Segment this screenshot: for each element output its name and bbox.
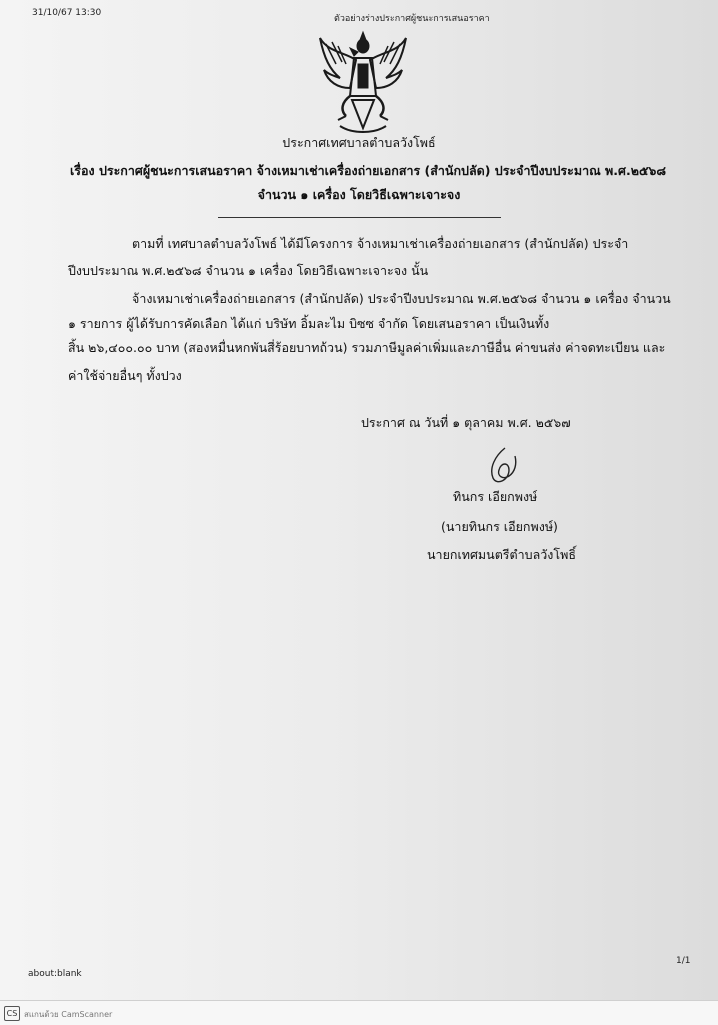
scanner-watermark-text: สแกนด้วย CamScanner xyxy=(24,1010,113,1019)
paragraph-2-line-2: ๑ รายการ ผู้ได้รับการคัดเลือก ได้แก่ บริษัท อิ้มละไม บิซซ จำกัด โดยเสนอราคา เป็นเงินทั้ง xyxy=(68,316,550,331)
subject-line-1: เรื่อง ประกาศผู้ชนะการเสนอราคา จ้างเหมาเช่าเครื่องถ่ายเอกสาร (สำนักปลัด) ประจำปีงบประมาณ พ.ศ.๒๕๖๘ xyxy=(70,163,666,178)
heading-divider xyxy=(218,217,501,218)
signer-position: นายกเทศมนตรีตำบลวังโพธิ์ xyxy=(427,547,576,562)
signer-name: ทินกร เอียกพงษ์ xyxy=(453,489,538,504)
print-page-title: ตัวอย่างร่างประกาศผู้ชนะการเสนอราคา xyxy=(334,14,490,24)
scanner-bar xyxy=(0,1000,718,1025)
print-page-number: 1/1 xyxy=(676,956,691,966)
signature-mark xyxy=(485,446,521,486)
print-url: about:blank xyxy=(28,969,82,979)
paragraph-2-line-1: จ้างเหมาเช่าเครื่องถ่ายเอกสาร (สำนักปลัด) ประจำปีงบประมาณ พ.ศ.๒๕๖๘ จำนวน ๑ เครื่อง จำนวน xyxy=(132,291,671,306)
subject-line-2: จำนวน ๑ เครื่อง โดยวิธีเฉพาะเจาะจง xyxy=(257,187,461,202)
paragraph-1-line-1: ตามที่ เทศบาลตำบลวังโพธ์ ได้มีโครงการ จ้างเหมาเช่าเครื่องถ่ายเอกสาร (สำนักปลัด) ประจำ xyxy=(132,236,629,251)
garuda-emblem-icon xyxy=(316,30,410,134)
issuer-heading: ประกาศเทศบาลตำบลวังโพธ์ xyxy=(282,135,436,150)
paragraph-2-line-3: สิ้น ๒๖,๔๐๐.๐๐ บาท (สองหมื่นหกพันสี่ร้อยบาทถ้วน) รวมภาษีมูลค่าเพิ่มและภาษีอื่น ค่าขนส่ง ค่าจดทะเบียน และ xyxy=(68,340,666,355)
camscanner-logo-icon: CS xyxy=(4,1006,20,1021)
print-datetime: 31/10/67 13:30 xyxy=(32,8,102,18)
paragraph-1-line-2: ปีงบประมาณ พ.ศ.๒๕๖๘ จำนวน ๑ เครื่อง โดยวิธีเฉพาะเจาะจง นั้น xyxy=(68,263,429,278)
signer-full-name: (นายทินกร เอียกพงษ์) xyxy=(441,519,558,534)
paragraph-2-line-4: ค่าใช้จ่ายอื่นๆ ทั้งปวง xyxy=(68,368,182,383)
announcement-date: ประกาศ ณ วันที่ ๑ ตุลาคม พ.ศ. ๒๕๖๗ xyxy=(361,415,571,430)
